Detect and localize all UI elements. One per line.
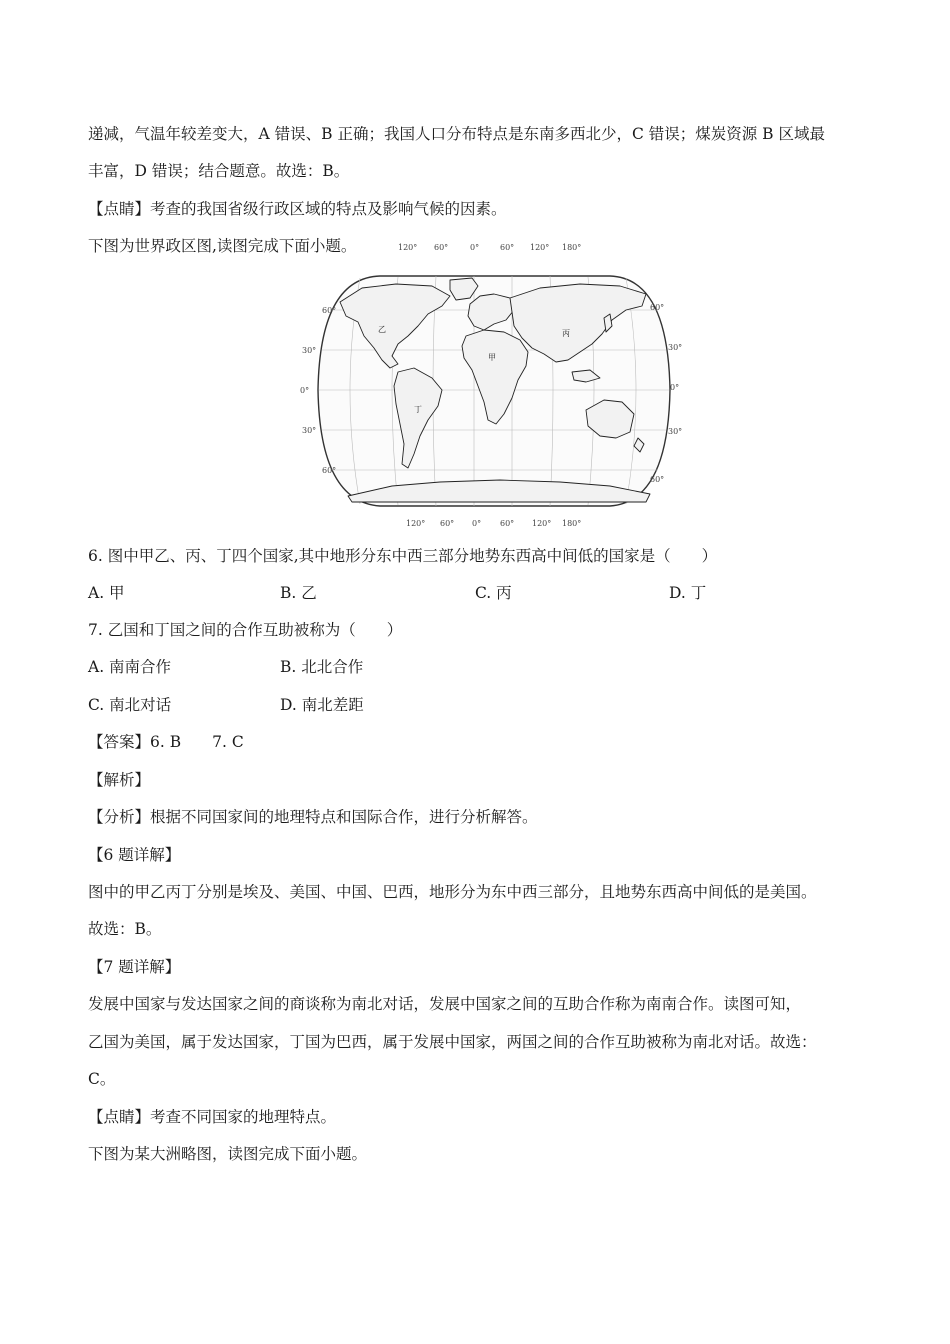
top-label-120e: 120° (530, 243, 550, 252)
q7-stem: 7. 乙国和丁国之间的合作互助被称为（ ） (88, 621, 403, 639)
q6-stem: 6. 图中甲乙、丙、丁四个国家,其中地形分东中西三部分地势东西高中间低的国家是（ ） (88, 547, 718, 565)
left-label-60n: 60° (322, 306, 337, 315)
top-label-0: 0° (470, 243, 480, 252)
bottom-label-120e: 120° (532, 519, 552, 528)
right-label-60s: 60° (650, 475, 665, 484)
top-label-60e: 60° (500, 243, 515, 252)
q6-option-c: C. 丙 (475, 584, 512, 602)
top-label-120w: 120° (398, 243, 418, 252)
q7-option-a: A. 南南合作 (88, 658, 172, 676)
comment-text: 【点睛】考查的我国省级行政区域的特点及影响气候的因素。 (88, 200, 507, 218)
detail6-line-2: 故选：B。 (88, 920, 162, 938)
detail7-line-1: 发展中国家与发达国家之间的商谈称为南北对话，发展中国家之间的互助合作称为南南合作。读图可知， (88, 995, 802, 1013)
q6-option-d: D. 丁 (669, 584, 707, 602)
detail7-line-3: C。 (88, 1070, 116, 1088)
bottom-label-0: 0° (472, 519, 482, 528)
left-label-30n: 30° (302, 346, 317, 355)
q6-option-b: B. 乙 (280, 584, 317, 602)
bottom-label-60e: 60° (500, 519, 515, 528)
right-label-30s: 30° (668, 427, 683, 436)
answer-line: 【答案】6. B 7. C (88, 733, 244, 751)
analysis-title: 【解析】 (88, 771, 151, 789)
map-intro-text: 下图为世界政区图,读图完成下面小题。 (88, 237, 357, 255)
top-label-60w: 60° (434, 243, 449, 252)
q7-option-b: B. 北北合作 (280, 658, 364, 676)
left-label-30s: 30° (302, 426, 317, 435)
next-intro-text: 下图为某大洲略图，读图完成下面小题。 (88, 1145, 368, 1163)
analysis-text: 【分析】根据不同国家间的地理特点和国际合作，进行分析解答。 (88, 808, 538, 826)
detail7-line-2: 乙国为美国，属于发达国家，丁国为巴西，属于发展中国家，两国之间的合作互助被称为南北对话。故选： (88, 1033, 817, 1051)
top-label-180: 180° (562, 243, 582, 252)
bottom-label-60w: 60° (440, 519, 455, 528)
detail7-title: 【7 题详解】 (88, 958, 181, 976)
country-label-bing: 丙 (562, 329, 570, 338)
country-label-jia: 甲 (488, 353, 496, 362)
country-label-ding: 丁 (414, 405, 422, 414)
q6-option-a: A. 甲 (88, 584, 125, 602)
q7-option-d: D. 南北差距 (280, 696, 364, 714)
intro-line-1: 递减，气温年较差变大，A 错误、B 正确；我国人口分布特点是东南多西北少，C 错误；煤炭资源 B 区域最 (88, 125, 825, 143)
q7-option-c: C. 南北对话 (88, 696, 172, 714)
right-label-30n: 30° (668, 343, 683, 352)
world-map-figure (300, 240, 688, 537)
world-political-map (300, 240, 688, 537)
left-label-0: 0° (300, 386, 310, 395)
intro-line-2: 丰富，D 错误；结合题意。故选：B。 (88, 162, 350, 180)
bottom-label-180: 180° (562, 519, 582, 528)
detail6-title: 【6 题详解】 (88, 846, 181, 864)
right-label-60n: 60° (650, 303, 665, 312)
country-label-yi: 乙 (378, 325, 386, 334)
bottom-label-120w: 120° (406, 519, 426, 528)
detail6-line-1: 图中的甲乙丙丁分别是埃及、美国、中国、巴西，地形分为东中西三部分，且地势东西高中间低的是美国。 (88, 883, 817, 901)
left-label-60s: 60° (322, 466, 337, 475)
right-label-0: 0° (670, 383, 680, 392)
comment2-text: 【点睛】考查不同国家的地理特点。 (88, 1108, 337, 1126)
